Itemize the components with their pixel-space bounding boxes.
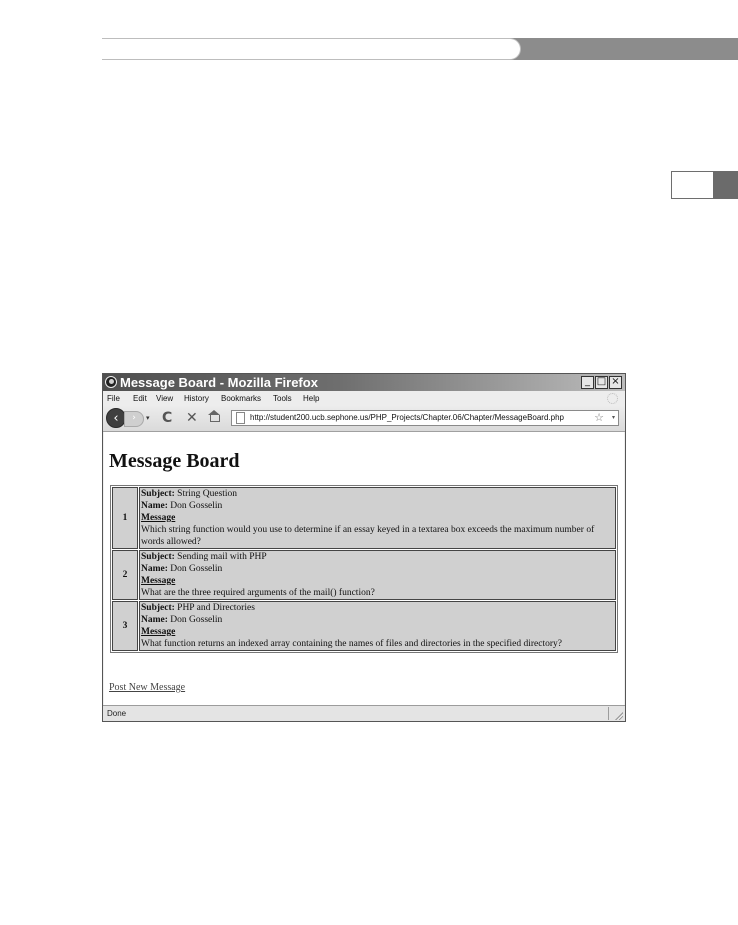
back-button[interactable]: ‹	[106, 408, 126, 428]
page-content	[104, 432, 624, 705]
post-new-message-link[interactable]: Post New Message	[109, 682, 186, 693]
subject-label: Subject:	[141, 489, 175, 499]
status-bar	[103, 705, 625, 722]
chapter-side-tab-white	[671, 171, 714, 199]
menu-file[interactable]: File	[107, 394, 120, 403]
maximize-button[interactable]: □	[596, 376, 607, 387]
message-number: 2	[112, 550, 138, 600]
name-label: Name:	[141, 564, 168, 574]
throbber-icon	[607, 393, 618, 404]
message-number: 1	[112, 487, 138, 549]
stop-button[interactable]: ✕	[186, 410, 198, 426]
home-icon[interactable]	[210, 415, 220, 422]
subject-label: Subject:	[141, 552, 175, 562]
message-number: 3	[112, 601, 138, 651]
message-body: Which string function would you use to determine if an essay keyed in a textarea box exceeds the maximum number of words allowed?	[141, 525, 595, 547]
history-dropdown-icon[interactable]: ▾	[146, 414, 150, 422]
menu-history[interactable]: History	[184, 394, 209, 403]
message-author: Don Gosselin	[170, 564, 223, 574]
url-dropdown-icon[interactable]: ▾	[611, 414, 615, 421]
message-subject: PHP and Directories	[177, 603, 255, 613]
message-label: Message	[141, 576, 176, 586]
forward-button[interactable]: ›	[124, 411, 144, 427]
chapter-side-tab	[671, 171, 738, 199]
reload-button[interactable]: C	[162, 410, 173, 426]
browser-window	[102, 373, 626, 722]
chapter-side-tab-dark	[713, 171, 738, 199]
message-cell	[139, 550, 616, 600]
bookmark-star-icon[interactable]: ☆	[594, 411, 604, 424]
message-label: Message	[141, 627, 176, 637]
table-row	[112, 550, 616, 600]
status-separator	[608, 707, 609, 720]
page-title: Message Board	[109, 450, 240, 472]
message-subject: String Question	[177, 489, 238, 499]
title-bar	[103, 374, 625, 391]
menu-view[interactable]: View	[156, 394, 174, 403]
message-cell	[139, 487, 616, 549]
page-header-bar	[102, 38, 738, 60]
message-author: Don Gosselin	[170, 501, 223, 511]
name-label: Name:	[141, 615, 168, 625]
message-table	[110, 485, 618, 653]
page-icon	[236, 412, 245, 424]
message-label: Message	[141, 513, 176, 523]
message-body: What are the three required arguments of the mail() function?	[141, 588, 375, 598]
url-text[interactable]: http://student200.ucb.sephone.us/PHP_Projects/Chapter.06/Chapter/MessageBoard.php	[250, 413, 564, 422]
message-body: What function returns an indexed array containing the names of files and directories in the specified directory?	[141, 639, 563, 649]
close-button[interactable]: ×	[609, 376, 622, 389]
subject-label: Subject:	[141, 603, 175, 613]
navigation-toolbar	[103, 406, 625, 432]
menu-edit[interactable]: Edit	[133, 394, 147, 403]
menu-help[interactable]: Help	[303, 394, 320, 403]
table-row	[112, 601, 616, 651]
page-header-bar-white	[102, 38, 521, 60]
status-text: Done	[107, 709, 127, 718]
menu-bar	[103, 391, 625, 406]
minimize-button[interactable]: _	[581, 376, 594, 389]
resize-grip-icon[interactable]	[614, 711, 623, 720]
window-controls	[581, 376, 622, 389]
message-subject: Sending mail with PHP	[177, 552, 267, 562]
table-row	[112, 487, 616, 549]
firefox-logo-icon	[105, 376, 117, 388]
address-bar[interactable]	[231, 410, 619, 426]
name-label: Name:	[141, 501, 168, 511]
menu-tools[interactable]: Tools	[273, 394, 292, 403]
message-cell	[139, 601, 616, 651]
window-title: Message Board - Mozilla Firefox	[120, 375, 318, 390]
menu-bookmarks[interactable]: Bookmarks	[221, 394, 262, 403]
message-author: Don Gosselin	[170, 615, 223, 625]
